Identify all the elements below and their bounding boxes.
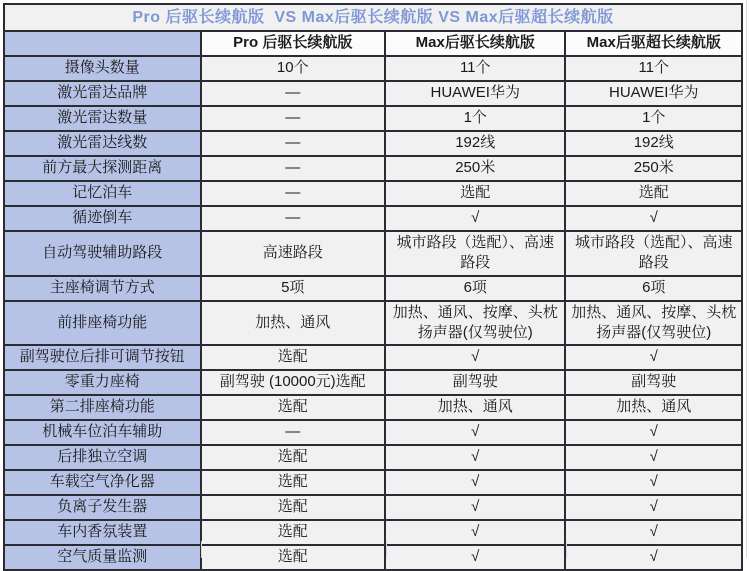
row-label: 主座椅调节方式 xyxy=(4,276,201,301)
cell-value: √ xyxy=(385,495,565,520)
cell-value: 5项 xyxy=(201,276,385,301)
cell-value: 加热、通风 xyxy=(565,395,742,420)
cell-value: 副驾驶 xyxy=(565,370,742,395)
cell-value: 11个 xyxy=(385,56,565,81)
cell-value: 250米 xyxy=(385,156,565,181)
table-row xyxy=(4,470,742,495)
cell-value: √ xyxy=(565,345,742,370)
row-label: 副驾驶位后排可调节按钮 xyxy=(4,345,201,370)
cell-value: 高速路段 xyxy=(201,231,385,276)
cell-value: — xyxy=(201,156,385,181)
cell-value: HUAWEI华为 xyxy=(385,81,565,106)
comparison-table xyxy=(3,3,743,571)
gridline-stub xyxy=(386,541,387,558)
table-row xyxy=(4,131,742,156)
cell-value: 选配 xyxy=(201,345,385,370)
cell-value: 1个 xyxy=(385,106,565,131)
row-label: 激光雷达品牌 xyxy=(4,81,201,106)
cell-value: — xyxy=(201,420,385,445)
cell-value: √ xyxy=(385,520,565,545)
cell-value: √ xyxy=(565,470,742,495)
cell-value: 选配 xyxy=(565,181,742,206)
column-header-max-ultra: Max后驱超长续航版 xyxy=(565,31,742,56)
table-row xyxy=(4,106,742,131)
cell-value: — xyxy=(201,206,385,231)
cell-value: 加热、通风、按摩、头枕扬声器(仅驾驶位) xyxy=(385,301,565,346)
cell-value: 6项 xyxy=(565,276,742,301)
table-row xyxy=(4,520,742,545)
cell-value: √ xyxy=(565,206,742,231)
cell-value: — xyxy=(201,181,385,206)
cell-value: √ xyxy=(565,495,742,520)
table-row xyxy=(4,231,742,276)
cell-value: 192线 xyxy=(565,131,742,156)
corner-cell xyxy=(4,31,201,56)
cell-value: 选配 xyxy=(201,545,385,570)
cell-value: 城市路段（选配）、高速路段 xyxy=(565,231,742,276)
cell-value: 加热、通风、按摩、头枕扬声器(仅驾驶位) xyxy=(565,301,742,346)
row-label: 后排独立空调 xyxy=(4,445,201,470)
table-row xyxy=(4,206,742,231)
table-row xyxy=(4,81,742,106)
table-row xyxy=(4,156,742,181)
cell-value: — xyxy=(201,106,385,131)
cell-value: 选配 xyxy=(201,395,385,420)
cell-value: 11个 xyxy=(565,56,742,81)
cell-value: 250米 xyxy=(565,156,742,181)
row-label: 自动驾驶辅助路段 xyxy=(4,231,201,276)
cell-value: √ xyxy=(385,420,565,445)
cell-value: √ xyxy=(385,445,565,470)
row-label: 车内香氛装置 xyxy=(4,520,201,545)
cell-value: — xyxy=(201,81,385,106)
cell-value: — xyxy=(201,131,385,156)
header-row xyxy=(4,31,742,56)
column-header-max: Max后驱长续航版 xyxy=(385,31,565,56)
cell-value: 加热、通风 xyxy=(201,301,385,346)
comparison-table-sheet xyxy=(3,3,743,571)
cell-value: HUAWEI华为 xyxy=(565,81,742,106)
cell-value: 10个 xyxy=(201,56,385,81)
row-label: 零重力座椅 xyxy=(4,370,201,395)
row-label: 激光雷达线数 xyxy=(4,131,201,156)
table-row xyxy=(4,301,742,346)
gridline-stub xyxy=(201,541,202,558)
cell-value: 城市路段（选配）、高速路段 xyxy=(385,231,565,276)
cell-value: 6项 xyxy=(385,276,565,301)
cell-value: √ xyxy=(385,545,565,570)
row-label: 负离子发生器 xyxy=(4,495,201,520)
row-label: 机械车位泊车辅助 xyxy=(4,420,201,445)
cell-value: 副驾驶 xyxy=(385,370,565,395)
table-row xyxy=(4,181,742,206)
table-row xyxy=(4,56,742,81)
row-label: 前排座椅功能 xyxy=(4,301,201,346)
table-row xyxy=(4,276,742,301)
cell-value: √ xyxy=(385,345,565,370)
cell-value: 选配 xyxy=(201,470,385,495)
table-row xyxy=(4,370,742,395)
gridline-stub xyxy=(746,0,747,558)
cell-value: 选配 xyxy=(201,445,385,470)
table-row xyxy=(4,445,742,470)
cell-value: 副驾驶 (10000元)选配 xyxy=(201,370,385,395)
row-label: 空气质量监测 xyxy=(4,545,201,570)
row-label: 第二排座椅功能 xyxy=(4,395,201,420)
cell-value: 选配 xyxy=(385,181,565,206)
cell-value: 选配 xyxy=(201,520,385,545)
column-header-pro: Pro 后驱长续航版 xyxy=(201,31,385,56)
row-label: 记忆泊车 xyxy=(4,181,201,206)
cell-value: 1个 xyxy=(565,106,742,131)
row-label: 前方最大探测距离 xyxy=(4,156,201,181)
table-row xyxy=(4,495,742,520)
table-row xyxy=(4,345,742,370)
cell-value: √ xyxy=(385,470,565,495)
cell-value: √ xyxy=(565,420,742,445)
cell-value: √ xyxy=(565,545,742,570)
cell-value: √ xyxy=(385,206,565,231)
cell-value: 选配 xyxy=(201,495,385,520)
cell-value: √ xyxy=(565,520,742,545)
table-row xyxy=(4,420,742,445)
cell-value: 192线 xyxy=(385,131,565,156)
cell-value: √ xyxy=(565,445,742,470)
row-label: 摄像头数量 xyxy=(4,56,201,81)
gridline-stub xyxy=(566,541,567,558)
row-label: 车载空气净化器 xyxy=(4,470,201,495)
row-label: 激光雷达数量 xyxy=(4,106,201,131)
cell-value: 加热、通风 xyxy=(385,395,565,420)
title-row xyxy=(4,4,742,31)
table-row xyxy=(4,395,742,420)
table-title: Pro 后驱长续航版 VS Max后驱长续航版 VS Max后驱超长续航版 xyxy=(4,4,742,31)
row-label: 循迹倒车 xyxy=(4,206,201,231)
